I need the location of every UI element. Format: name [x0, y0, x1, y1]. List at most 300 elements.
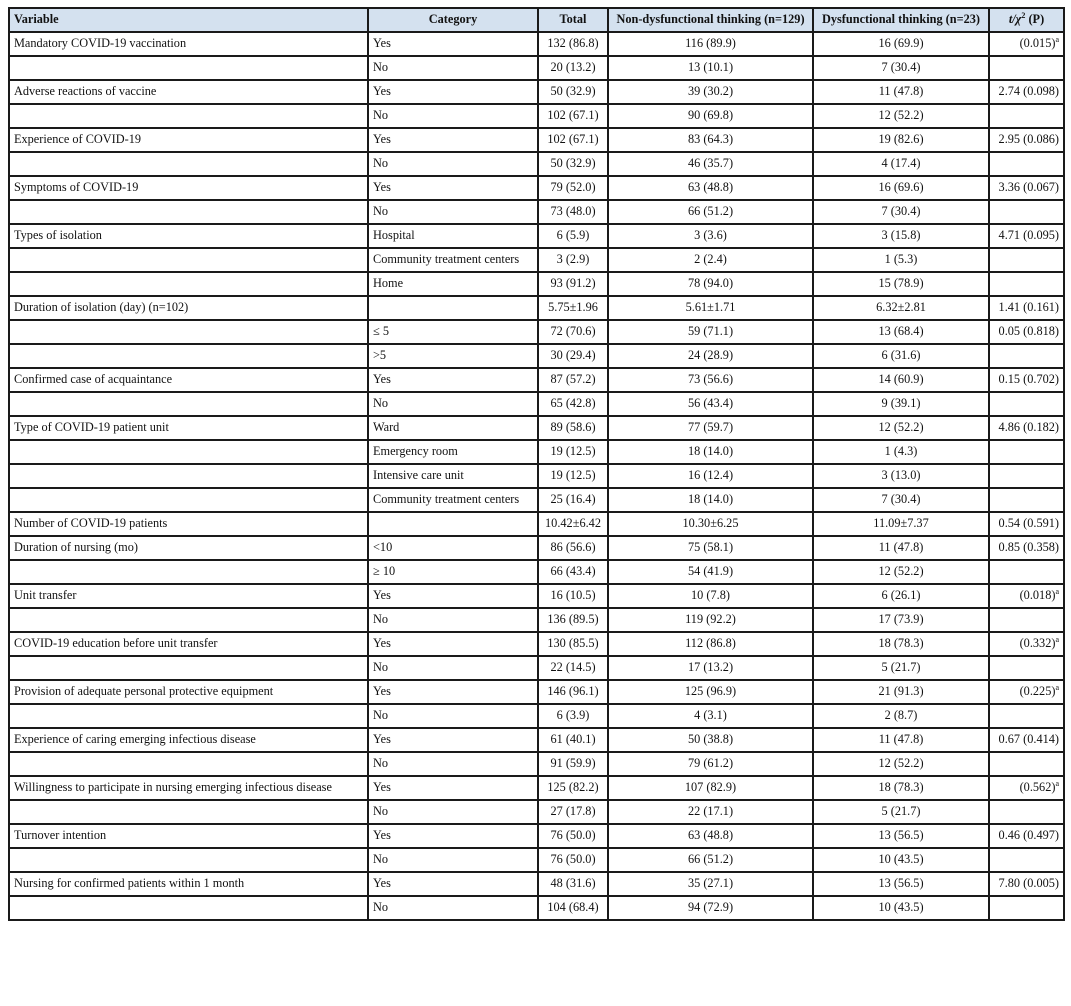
cell-variable	[9, 800, 368, 824]
cell-category	[368, 272, 538, 296]
cell-statistic	[989, 512, 1064, 536]
cell-variable	[9, 248, 368, 272]
cell-category-text: Community treatment centers	[373, 492, 520, 506]
header-dysfunctional: Dysfunctional thinking (n=23)	[813, 8, 989, 32]
cell-dysfunctional	[813, 536, 989, 560]
cell-variable	[9, 728, 368, 752]
cell-non-dysfunctional-text: 116 (89.9)	[685, 36, 736, 50]
table-row	[9, 344, 1064, 368]
table-row	[9, 560, 1064, 584]
cell-non-dysfunctional	[608, 824, 813, 848]
cell-category	[368, 800, 538, 824]
cell-dysfunctional	[813, 824, 989, 848]
cell-dysfunctional-text: 1 (5.3)	[884, 252, 918, 266]
cell-dysfunctional	[813, 104, 989, 128]
cell-statistic	[989, 128, 1064, 152]
cell-non-dysfunctional-text: 66 (51.2)	[687, 204, 734, 218]
cell-non-dysfunctional-text: 35 (27.1)	[687, 876, 734, 890]
cell-dysfunctional-text: 13 (56.5)	[878, 876, 924, 890]
cell-category	[368, 776, 538, 800]
cell-dysfunctional	[813, 872, 989, 896]
footnote-marker: a	[1055, 683, 1059, 692]
cell-variable-text: Type of COVID-19 patient unit	[14, 420, 169, 434]
cell-variable	[9, 488, 368, 512]
cell-dysfunctional-text: 11 (47.8)	[878, 84, 924, 98]
cell-category	[368, 128, 538, 152]
cell-total	[538, 776, 608, 800]
cell-variable-text: Number of COVID-19 patients	[14, 516, 168, 530]
cell-variable	[9, 320, 368, 344]
cell-category-text: Yes	[373, 36, 391, 50]
cell-category-text: No	[373, 804, 389, 818]
cell-statistic-text: 0.15 (0.702)	[998, 372, 1059, 386]
cell-non-dysfunctional-text: 56 (43.4)	[687, 396, 734, 410]
cell-variable	[9, 56, 368, 80]
cell-statistic-text: 0.46 (0.497)	[998, 828, 1059, 842]
cell-category	[368, 440, 538, 464]
cell-non-dysfunctional	[608, 464, 813, 488]
table-row	[9, 200, 1064, 224]
cell-dysfunctional-text: 3 (13.0)	[881, 468, 921, 482]
cell-total-text: 146 (96.1)	[547, 684, 599, 698]
footnote-marker: a	[1055, 587, 1059, 596]
table-row	[9, 464, 1064, 488]
cell-statistic	[989, 536, 1064, 560]
table-row	[9, 320, 1064, 344]
cell-category-text: Yes	[373, 372, 391, 386]
cell-variable	[9, 632, 368, 656]
cell-non-dysfunctional-text: 3 (3.6)	[694, 228, 727, 242]
header-row	[9, 8, 1064, 32]
cell-variable	[9, 896, 368, 920]
cell-category	[368, 32, 538, 56]
cell-total	[538, 896, 608, 920]
cell-total	[538, 224, 608, 248]
cell-statistic	[989, 560, 1064, 584]
cell-variable-text: Duration of nursing (mo)	[14, 540, 138, 554]
cell-dysfunctional	[813, 488, 989, 512]
cell-statistic	[989, 416, 1064, 440]
cell-non-dysfunctional	[608, 584, 813, 608]
cell-dysfunctional-text: 13 (56.5)	[878, 828, 924, 842]
cell-category	[368, 320, 538, 344]
cell-total	[538, 176, 608, 200]
cell-dysfunctional	[813, 584, 989, 608]
cell-dysfunctional-text: 13 (68.4)	[878, 324, 924, 338]
cell-statistic	[989, 800, 1064, 824]
cell-variable-text: Provision of adequate personal protective equipment	[14, 684, 274, 698]
table-row	[9, 416, 1064, 440]
header-stat-superscript: 2	[1021, 11, 1026, 20]
cell-category-text: No	[373, 156, 389, 170]
cell-variable-text: Experience of caring emerging infectious disease	[14, 732, 256, 746]
footnote-marker: a	[1055, 635, 1059, 644]
cell-non-dysfunctional-text: 10 (7.8)	[691, 588, 730, 602]
cell-non-dysfunctional-text: 5.61±1.71	[685, 300, 736, 314]
cell-total	[538, 680, 608, 704]
cell-dysfunctional	[813, 656, 989, 680]
cell-non-dysfunctional-text: 94 (72.9)	[687, 900, 734, 914]
cell-total	[538, 752, 608, 776]
cell-variable	[9, 392, 368, 416]
cell-total	[538, 704, 608, 728]
cell-non-dysfunctional	[608, 296, 813, 320]
cell-variable-text: Turnover intention	[14, 828, 107, 842]
cell-dysfunctional	[813, 272, 989, 296]
cell-statistic-text: 0.85 (0.358)	[998, 540, 1059, 554]
cell-dysfunctional-text: 11 (47.8)	[878, 540, 924, 554]
cell-dysfunctional-text: 7 (30.4)	[881, 492, 921, 506]
cell-dysfunctional	[813, 512, 989, 536]
cell-statistic	[989, 176, 1064, 200]
cell-variable-text: Adverse reactions of vaccine	[14, 84, 157, 98]
cell-category-text: >5	[373, 348, 387, 362]
table-row	[9, 752, 1064, 776]
cell-category-text: Hospital	[373, 228, 415, 242]
cell-statistic-text: 4.86 (0.182)	[998, 420, 1059, 434]
cell-total	[538, 152, 608, 176]
table-row	[9, 368, 1064, 392]
cell-category-text: Emergency room	[373, 444, 458, 458]
table-row	[9, 248, 1064, 272]
cell-category	[368, 848, 538, 872]
cell-variable-text: COVID-19 education before unit transfer	[14, 636, 218, 650]
cell-total	[538, 464, 608, 488]
cell-category	[368, 656, 538, 680]
cell-non-dysfunctional-text: 13 (10.1)	[687, 60, 734, 74]
cell-variable-text: Duration of isolation (day) (n=102)	[14, 300, 189, 314]
cell-non-dysfunctional	[608, 440, 813, 464]
cell-non-dysfunctional-text: 83 (64.3)	[687, 132, 734, 146]
cell-category	[368, 872, 538, 896]
cell-statistic-text: (0.332)	[1019, 636, 1056, 650]
cell-variable	[9, 584, 368, 608]
cell-statistic	[989, 608, 1064, 632]
cell-variable	[9, 344, 368, 368]
table-row	[9, 56, 1064, 80]
cell-non-dysfunctional	[608, 752, 813, 776]
cell-total	[538, 728, 608, 752]
cell-non-dysfunctional	[608, 32, 813, 56]
cell-statistic	[989, 368, 1064, 392]
cell-dysfunctional-text: 2 (8.7)	[884, 708, 918, 722]
cell-total-text: 79 (52.0)	[550, 180, 596, 194]
cell-category	[368, 248, 538, 272]
table-row	[9, 632, 1064, 656]
cell-total-text: 125 (82.2)	[547, 780, 599, 794]
cell-variable	[9, 440, 368, 464]
cell-total	[538, 320, 608, 344]
cell-variable	[9, 824, 368, 848]
cell-variable	[9, 296, 368, 320]
cell-non-dysfunctional-text: 39 (30.2)	[687, 84, 734, 98]
cell-non-dysfunctional	[608, 488, 813, 512]
cell-total-text: 6 (3.9)	[556, 708, 590, 722]
cell-dysfunctional-text: 16 (69.6)	[878, 180, 924, 194]
cell-non-dysfunctional-text: 79 (61.2)	[687, 756, 734, 770]
cell-non-dysfunctional-text: 10.30±6.25	[682, 516, 739, 530]
cell-category-text: Yes	[373, 780, 391, 794]
cell-non-dysfunctional	[608, 656, 813, 680]
cell-variable	[9, 416, 368, 440]
cell-non-dysfunctional	[608, 536, 813, 560]
cell-total-text: 22 (14.5)	[550, 660, 596, 674]
cell-category-text: No	[373, 612, 389, 626]
table-row	[9, 872, 1064, 896]
cell-dysfunctional-text: 16 (69.9)	[878, 36, 924, 50]
cell-category	[368, 728, 538, 752]
cell-dysfunctional	[813, 200, 989, 224]
table-row	[9, 80, 1064, 104]
cell-statistic	[989, 896, 1064, 920]
cell-variable-text: Mandatory COVID-19 vaccination	[14, 36, 187, 50]
cell-non-dysfunctional	[608, 632, 813, 656]
cell-category-text: Home	[373, 276, 404, 290]
table-row	[9, 224, 1064, 248]
cell-dysfunctional-text: 19 (82.6)	[878, 132, 924, 146]
cell-dysfunctional-text: 11 (47.8)	[878, 732, 924, 746]
cell-non-dysfunctional-text: 54 (41.9)	[687, 564, 734, 578]
cell-non-dysfunctional	[608, 560, 813, 584]
cell-statistic-text: 0.54 (0.591)	[998, 516, 1059, 530]
cell-statistic	[989, 32, 1064, 56]
cell-category	[368, 680, 538, 704]
cell-variable	[9, 512, 368, 536]
table-row	[9, 800, 1064, 824]
cell-total	[538, 656, 608, 680]
cell-non-dysfunctional	[608, 104, 813, 128]
cell-non-dysfunctional	[608, 728, 813, 752]
cell-non-dysfunctional-text: 18 (14.0)	[687, 492, 734, 506]
cell-total	[538, 488, 608, 512]
cell-non-dysfunctional	[608, 704, 813, 728]
header-variable: Variable	[9, 8, 368, 32]
cell-statistic	[989, 656, 1064, 680]
cell-variable	[9, 608, 368, 632]
cell-category-text: No	[373, 852, 389, 866]
header-statistic	[989, 8, 1064, 32]
cell-category-text: Yes	[373, 636, 391, 650]
cell-non-dysfunctional-text: 16 (12.4)	[687, 468, 734, 482]
cell-total-text: 19 (12.5)	[550, 444, 596, 458]
cell-non-dysfunctional-text: 119 (92.2)	[685, 612, 736, 626]
cell-statistic	[989, 464, 1064, 488]
cell-dysfunctional	[813, 752, 989, 776]
cell-dysfunctional	[813, 464, 989, 488]
cell-total-text: 65 (42.8)	[550, 396, 596, 410]
table-row	[9, 152, 1064, 176]
cell-total	[538, 104, 608, 128]
cell-dysfunctional	[813, 680, 989, 704]
cell-variable	[9, 80, 368, 104]
cell-total	[538, 560, 608, 584]
cell-variable	[9, 200, 368, 224]
cell-statistic	[989, 488, 1064, 512]
cell-category	[368, 200, 538, 224]
table-row	[9, 440, 1064, 464]
table-row	[9, 728, 1064, 752]
cell-category	[368, 368, 538, 392]
cell-category	[368, 752, 538, 776]
cell-non-dysfunctional-text: 77 (59.7)	[687, 420, 734, 434]
data-table	[8, 7, 1065, 921]
cell-category-text: Yes	[373, 180, 391, 194]
cell-category	[368, 608, 538, 632]
cell-statistic-text: 0.67 (0.414)	[998, 732, 1059, 746]
cell-total-text: 72 (70.6)	[550, 324, 596, 338]
cell-total	[538, 584, 608, 608]
cell-statistic	[989, 824, 1064, 848]
cell-variable	[9, 560, 368, 584]
cell-total	[538, 272, 608, 296]
cell-dysfunctional	[813, 608, 989, 632]
cell-statistic	[989, 224, 1064, 248]
cell-variable	[9, 32, 368, 56]
cell-dysfunctional-text: 18 (78.3)	[878, 780, 924, 794]
cell-dysfunctional	[813, 248, 989, 272]
cell-category-text: Yes	[373, 828, 391, 842]
cell-total-text: 5.75±1.96	[548, 300, 598, 314]
table-row	[9, 584, 1064, 608]
table-row	[9, 296, 1064, 320]
cell-total-text: 102 (67.1)	[547, 132, 599, 146]
cell-variable-text: Confirmed case of acquaintance	[14, 372, 173, 386]
cell-category	[368, 488, 538, 512]
cell-category	[368, 296, 538, 320]
cell-statistic-text: 2.74 (0.098)	[998, 84, 1059, 98]
cell-total	[538, 248, 608, 272]
cell-total-text: 93 (91.2)	[550, 276, 596, 290]
cell-non-dysfunctional	[608, 272, 813, 296]
cell-category-text: No	[373, 660, 389, 674]
cell-variable-text: Unit transfer	[14, 588, 77, 602]
cell-dysfunctional-text: 11.09±7.37	[873, 516, 929, 530]
cell-dysfunctional-text: 10 (43.5)	[878, 852, 924, 866]
cell-non-dysfunctional	[608, 344, 813, 368]
cell-non-dysfunctional-text: 4 (3.1)	[694, 708, 727, 722]
cell-dysfunctional	[813, 128, 989, 152]
cell-variable	[9, 176, 368, 200]
cell-total	[538, 200, 608, 224]
cell-category-text: Intensive care unit	[373, 468, 464, 482]
cell-dysfunctional	[813, 896, 989, 920]
cell-non-dysfunctional-text: 78 (94.0)	[687, 276, 734, 290]
cell-statistic	[989, 272, 1064, 296]
cell-total	[538, 824, 608, 848]
cell-dysfunctional-text: 14 (60.9)	[878, 372, 924, 386]
cell-variable	[9, 776, 368, 800]
cell-non-dysfunctional-text: 73 (56.6)	[687, 372, 734, 386]
cell-statistic	[989, 704, 1064, 728]
cell-non-dysfunctional	[608, 368, 813, 392]
cell-non-dysfunctional	[608, 392, 813, 416]
cell-category-text: Yes	[373, 588, 391, 602]
cell-statistic	[989, 848, 1064, 872]
cell-dysfunctional	[813, 152, 989, 176]
table-row	[9, 128, 1064, 152]
cell-statistic	[989, 56, 1064, 80]
cell-category	[368, 632, 538, 656]
cell-total-text: 73 (48.0)	[550, 204, 596, 218]
cell-statistic	[989, 296, 1064, 320]
cell-category	[368, 536, 538, 560]
cell-non-dysfunctional	[608, 848, 813, 872]
cell-dysfunctional-text: 12 (52.2)	[878, 420, 924, 434]
cell-dysfunctional	[813, 296, 989, 320]
cell-total	[538, 128, 608, 152]
cell-category	[368, 152, 538, 176]
cell-dysfunctional	[813, 176, 989, 200]
table-row	[9, 32, 1064, 56]
cell-non-dysfunctional-text: 66 (51.2)	[687, 852, 734, 866]
table-row	[9, 488, 1064, 512]
cell-non-dysfunctional-text: 90 (69.8)	[687, 108, 734, 122]
cell-total	[538, 800, 608, 824]
cell-dysfunctional	[813, 56, 989, 80]
cell-total-text: 61 (40.1)	[550, 732, 596, 746]
cell-variable	[9, 704, 368, 728]
cell-total-text: 102 (67.1)	[547, 108, 599, 122]
cell-category-text: Ward	[373, 420, 400, 434]
cell-total-text: 91 (59.9)	[550, 756, 596, 770]
cell-non-dysfunctional-text: 112 (86.8)	[685, 636, 736, 650]
cell-non-dysfunctional-text: 17 (13.2)	[687, 660, 734, 674]
cell-variable	[9, 872, 368, 896]
cell-dysfunctional-text: 12 (52.2)	[878, 108, 924, 122]
cell-dysfunctional-text: 4 (17.4)	[881, 156, 921, 170]
cell-total-text: 76 (50.0)	[550, 852, 596, 866]
cell-dysfunctional-text: 7 (30.4)	[881, 60, 921, 74]
cell-category	[368, 704, 538, 728]
cell-non-dysfunctional-text: 18 (14.0)	[687, 444, 734, 458]
cell-non-dysfunctional-text: 63 (48.8)	[687, 828, 734, 842]
cell-dysfunctional	[813, 416, 989, 440]
cell-category	[368, 584, 538, 608]
table-row	[9, 536, 1064, 560]
cell-category-text: Yes	[373, 732, 391, 746]
cell-non-dysfunctional	[608, 224, 813, 248]
cell-total-text: 86 (56.6)	[550, 540, 596, 554]
cell-non-dysfunctional	[608, 416, 813, 440]
cell-variable-text: Symptoms of COVID-19	[14, 180, 139, 194]
cell-category-text: ≥ 10	[373, 564, 396, 578]
cell-statistic-text: 2.95 (0.086)	[998, 132, 1059, 146]
header-non-dysfunctional: Non-dysfunctional thinking (n=129)	[608, 8, 813, 32]
cell-non-dysfunctional-text: 107 (82.9)	[684, 780, 737, 794]
cell-statistic	[989, 320, 1064, 344]
cell-variable	[9, 656, 368, 680]
cell-total-text: 66 (43.4)	[550, 564, 596, 578]
cell-non-dysfunctional	[608, 896, 813, 920]
cell-statistic-text: 3.36 (0.067)	[998, 180, 1059, 194]
cell-variable	[9, 464, 368, 488]
cell-category	[368, 512, 538, 536]
cell-variable	[9, 224, 368, 248]
cell-category	[368, 896, 538, 920]
cell-variable	[9, 104, 368, 128]
cell-non-dysfunctional	[608, 776, 813, 800]
cell-statistic	[989, 104, 1064, 128]
cell-non-dysfunctional	[608, 152, 813, 176]
cell-non-dysfunctional-text: 46 (35.7)	[687, 156, 734, 170]
cell-variable	[9, 536, 368, 560]
cell-dysfunctional	[813, 320, 989, 344]
cell-dysfunctional-text: 18 (78.3)	[878, 636, 924, 650]
cell-total	[538, 56, 608, 80]
cell-dysfunctional-text: 9 (39.1)	[881, 396, 921, 410]
cell-dysfunctional-text: 5 (21.7)	[881, 804, 921, 818]
cell-variable	[9, 272, 368, 296]
